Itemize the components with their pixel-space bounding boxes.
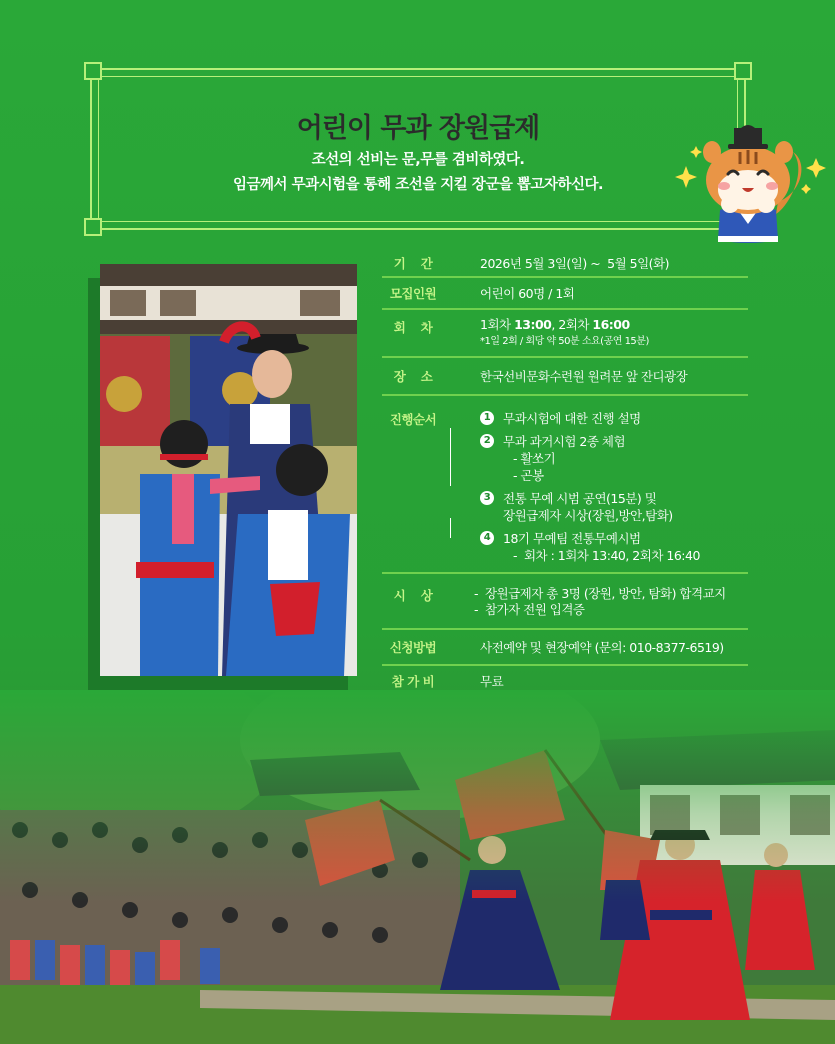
step-number: 3 [480,491,494,505]
frame-corner [734,62,752,80]
frame-corner [84,218,102,236]
frame-corner [84,62,102,80]
recruit-label: 모집인원 [389,286,437,301]
fee-label: 참 가 비 [391,674,435,689]
apply-value: 사전예약 및 현장예약 (문의: 010-8377-6519) [480,640,724,655]
step-text: 무과시험에 대한 진행 설명 [503,411,641,426]
sessions-label: 회 차 [393,320,433,335]
step-connector [450,518,451,538]
step-text-block [503,530,700,564]
place-label: 장 소 [393,369,433,384]
step-text-block [503,490,673,524]
martial-arts-performance-photo [0,690,835,1044]
row-recruit [382,278,748,310]
row-period [382,250,748,278]
step-sub: - 곤봉 [513,468,544,483]
session2-time: 16:00 [592,317,630,332]
step-3 [480,490,700,524]
recruit-value: 어린이 60명 / 1회 [480,286,575,301]
archery-photo [100,264,357,676]
order-label: 진행순서 [389,412,437,427]
row-sessions [382,310,748,358]
session2-prefix: , 2회차 [551,317,593,332]
step-4 [480,530,700,564]
place-value: 한국선비문화수련원 원려문 앞 잔디광장 [480,369,688,384]
step-number: 1 [480,411,494,425]
sessions-note: *1일 2회 / 회당 약 50분 소요(공연 15분) [480,336,649,347]
step-text: 무과 과거시험 2종 체험 [503,434,626,449]
award-line: - 장원급제자 총 3명 (장원, 방안, 탐화) 합격교지 [474,586,726,601]
apply-label: 신청방법 [389,640,437,655]
period-label: 기 간 [393,256,433,271]
title-frame [90,68,746,230]
step-number: 2 [480,434,494,448]
row-award [382,574,748,630]
squirrel-mascot-icon [668,112,828,252]
period-value: 2026년 5월 3일(일) ~ 5월 5일(화) [480,256,669,271]
row-apply [382,630,748,666]
step-sub: - 활쏘기 [513,451,556,466]
order-steps [444,410,700,572]
row-place [382,358,748,396]
subtitle-line-2: 임금께서 무과시험을 통해 조선을 지킬 장군을 뽑고자하신다. [233,177,603,193]
info-table [382,250,748,698]
subtitle [90,148,746,198]
award-value [444,586,726,628]
session1-time: 13:00 [514,317,552,332]
step-text: 전통 무예 시범 공연(15분) 및 [503,491,657,506]
step-text: 18기 무예팀 전통무예시범 [503,531,641,546]
award-label: 시 상 [393,588,433,603]
fee-value: 무료 [480,674,504,689]
subtitle-line-1: 조선의 선비는 문,무를 겸비하였다. [311,152,525,168]
step-connector [450,428,451,486]
session1-prefix: 1회차 [480,317,515,332]
step-text-block [503,433,625,484]
step-2 [480,433,700,484]
step-1 [480,410,700,427]
page-title: 어린이 무과 장원급제 [296,113,540,144]
step-number: 4 [480,531,494,545]
award-line: - 참가자 전원 입격증 [474,602,585,617]
sessions-value [444,316,649,350]
step-sub: - 회차 : 1회차 13:40, 2회차 16:40 [513,548,700,563]
row-order [382,396,748,574]
step-text-2: 장원급제자 시상(장원,방안,탐화) [503,508,673,523]
